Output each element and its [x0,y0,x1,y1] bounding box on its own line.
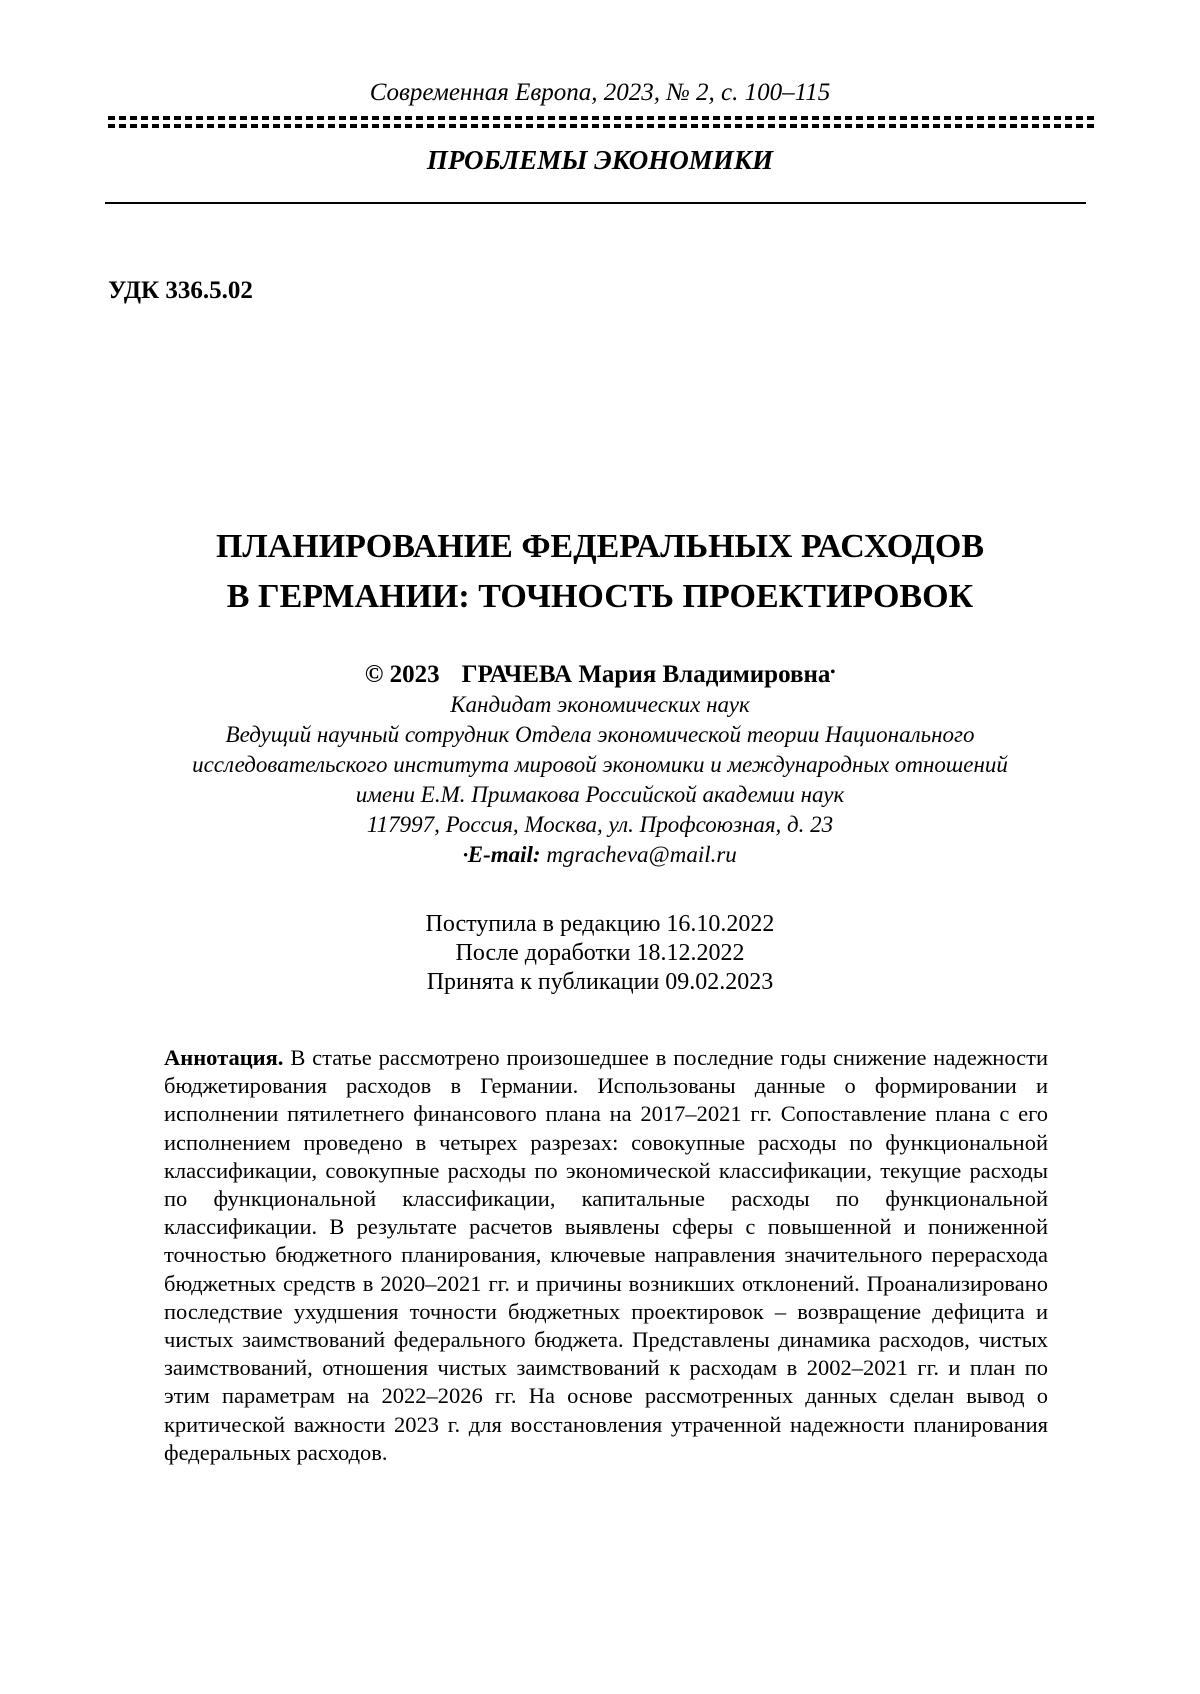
abstract-label: Аннотация. [164,1045,284,1070]
udk-code: УДК 336.5.02 [108,277,253,304]
horizontal-rule [105,202,1086,204]
author-line [0,660,1200,690]
author-degree: Кандидат экономических наук [450,692,750,717]
date-revised: После доработки 18.12.2022 [455,940,745,966]
affiliation-line-3: имени Е.М. Примакова Российской академии наук [355,782,845,807]
author-marker: • [830,665,836,680]
email-label: E-mail: [467,842,541,867]
abstract [164,1044,1048,1467]
email-line [0,840,1200,870]
copyright-year: © 2023 [364,661,440,688]
submission-dates [0,910,1200,997]
date-accepted: Принята к публикации 09.02.2023 [426,969,774,995]
author-email[interactable]: mgracheva@mail.ru [546,842,737,867]
author-name: ГРАЧЕВА Мария Владимировна [461,661,831,688]
date-received: Поступила в редакцию 16.10.2022 [425,911,775,937]
author-block [0,660,1200,870]
section-heading: ПРОБЛЕМЫ ЭКОНОМИКИ [426,145,774,175]
double-dashed-rule [108,116,1098,128]
article-title [0,522,1200,622]
affiliation-line-2: исследовательского института мировой экономики и международных отношений [192,752,1008,777]
author-address: 117997, Россия, Москва, ул. Профсоюзная, д. 23 [366,812,834,837]
abstract-text: В статье рассмотрено произошедшее в последние годы снижение надежности бюджетирования расходов в Германии. Использованы данные о формировании и исполнении пятилетнего финансового плана на 2017–2021 гг. Сопоставление плана с его исполнением проведено в четырех разрезах: совокупные расходы по функциональной классификации, совокупные расходы по экономической классификации, текущие расходы по функциональной классификации, капитальные расходы по функциональной классификации. В результате расчетов выявлены сферы с повышенной и пониженной точностью бюджетного планирования, ключевые направления значительного перерасхода бюджетных средств в 2020–2021 гг. и причины возникших отклонений. Проанализировано последствие ухудшения точности бюджетных проектировок – возвращение дефицита и чистых заимствований федерального бюджета. Представлены динамика расходов, чистых заимствований, отношения чистых заимствований к расходам в 2002–2021 гг. и план по этим параметрам на 2022–2026 гг. На основе рассмотренных данных сделан вывод о критической важности 2023 г. для восстановления утраченной надежности планирования федеральных расходов. [164,1045,1049,1465]
article-title-line-2: В ГЕРМАНИИ: ТОЧНОСТЬ ПРОЕКТИРОВОК [226,578,974,615]
article-title-line-1: ПЛАНИРОВАНИЕ ФЕДЕРАЛЬНЫХ РАСХОДОВ [215,528,985,565]
affiliation-line-1: Ведущий научный сотрудник Отдела экономической теории Национального [225,722,975,747]
email-marker: • [463,847,468,862]
running-head: Современная Европа, 2023, № 2, с. 100–115 [369,79,831,106]
